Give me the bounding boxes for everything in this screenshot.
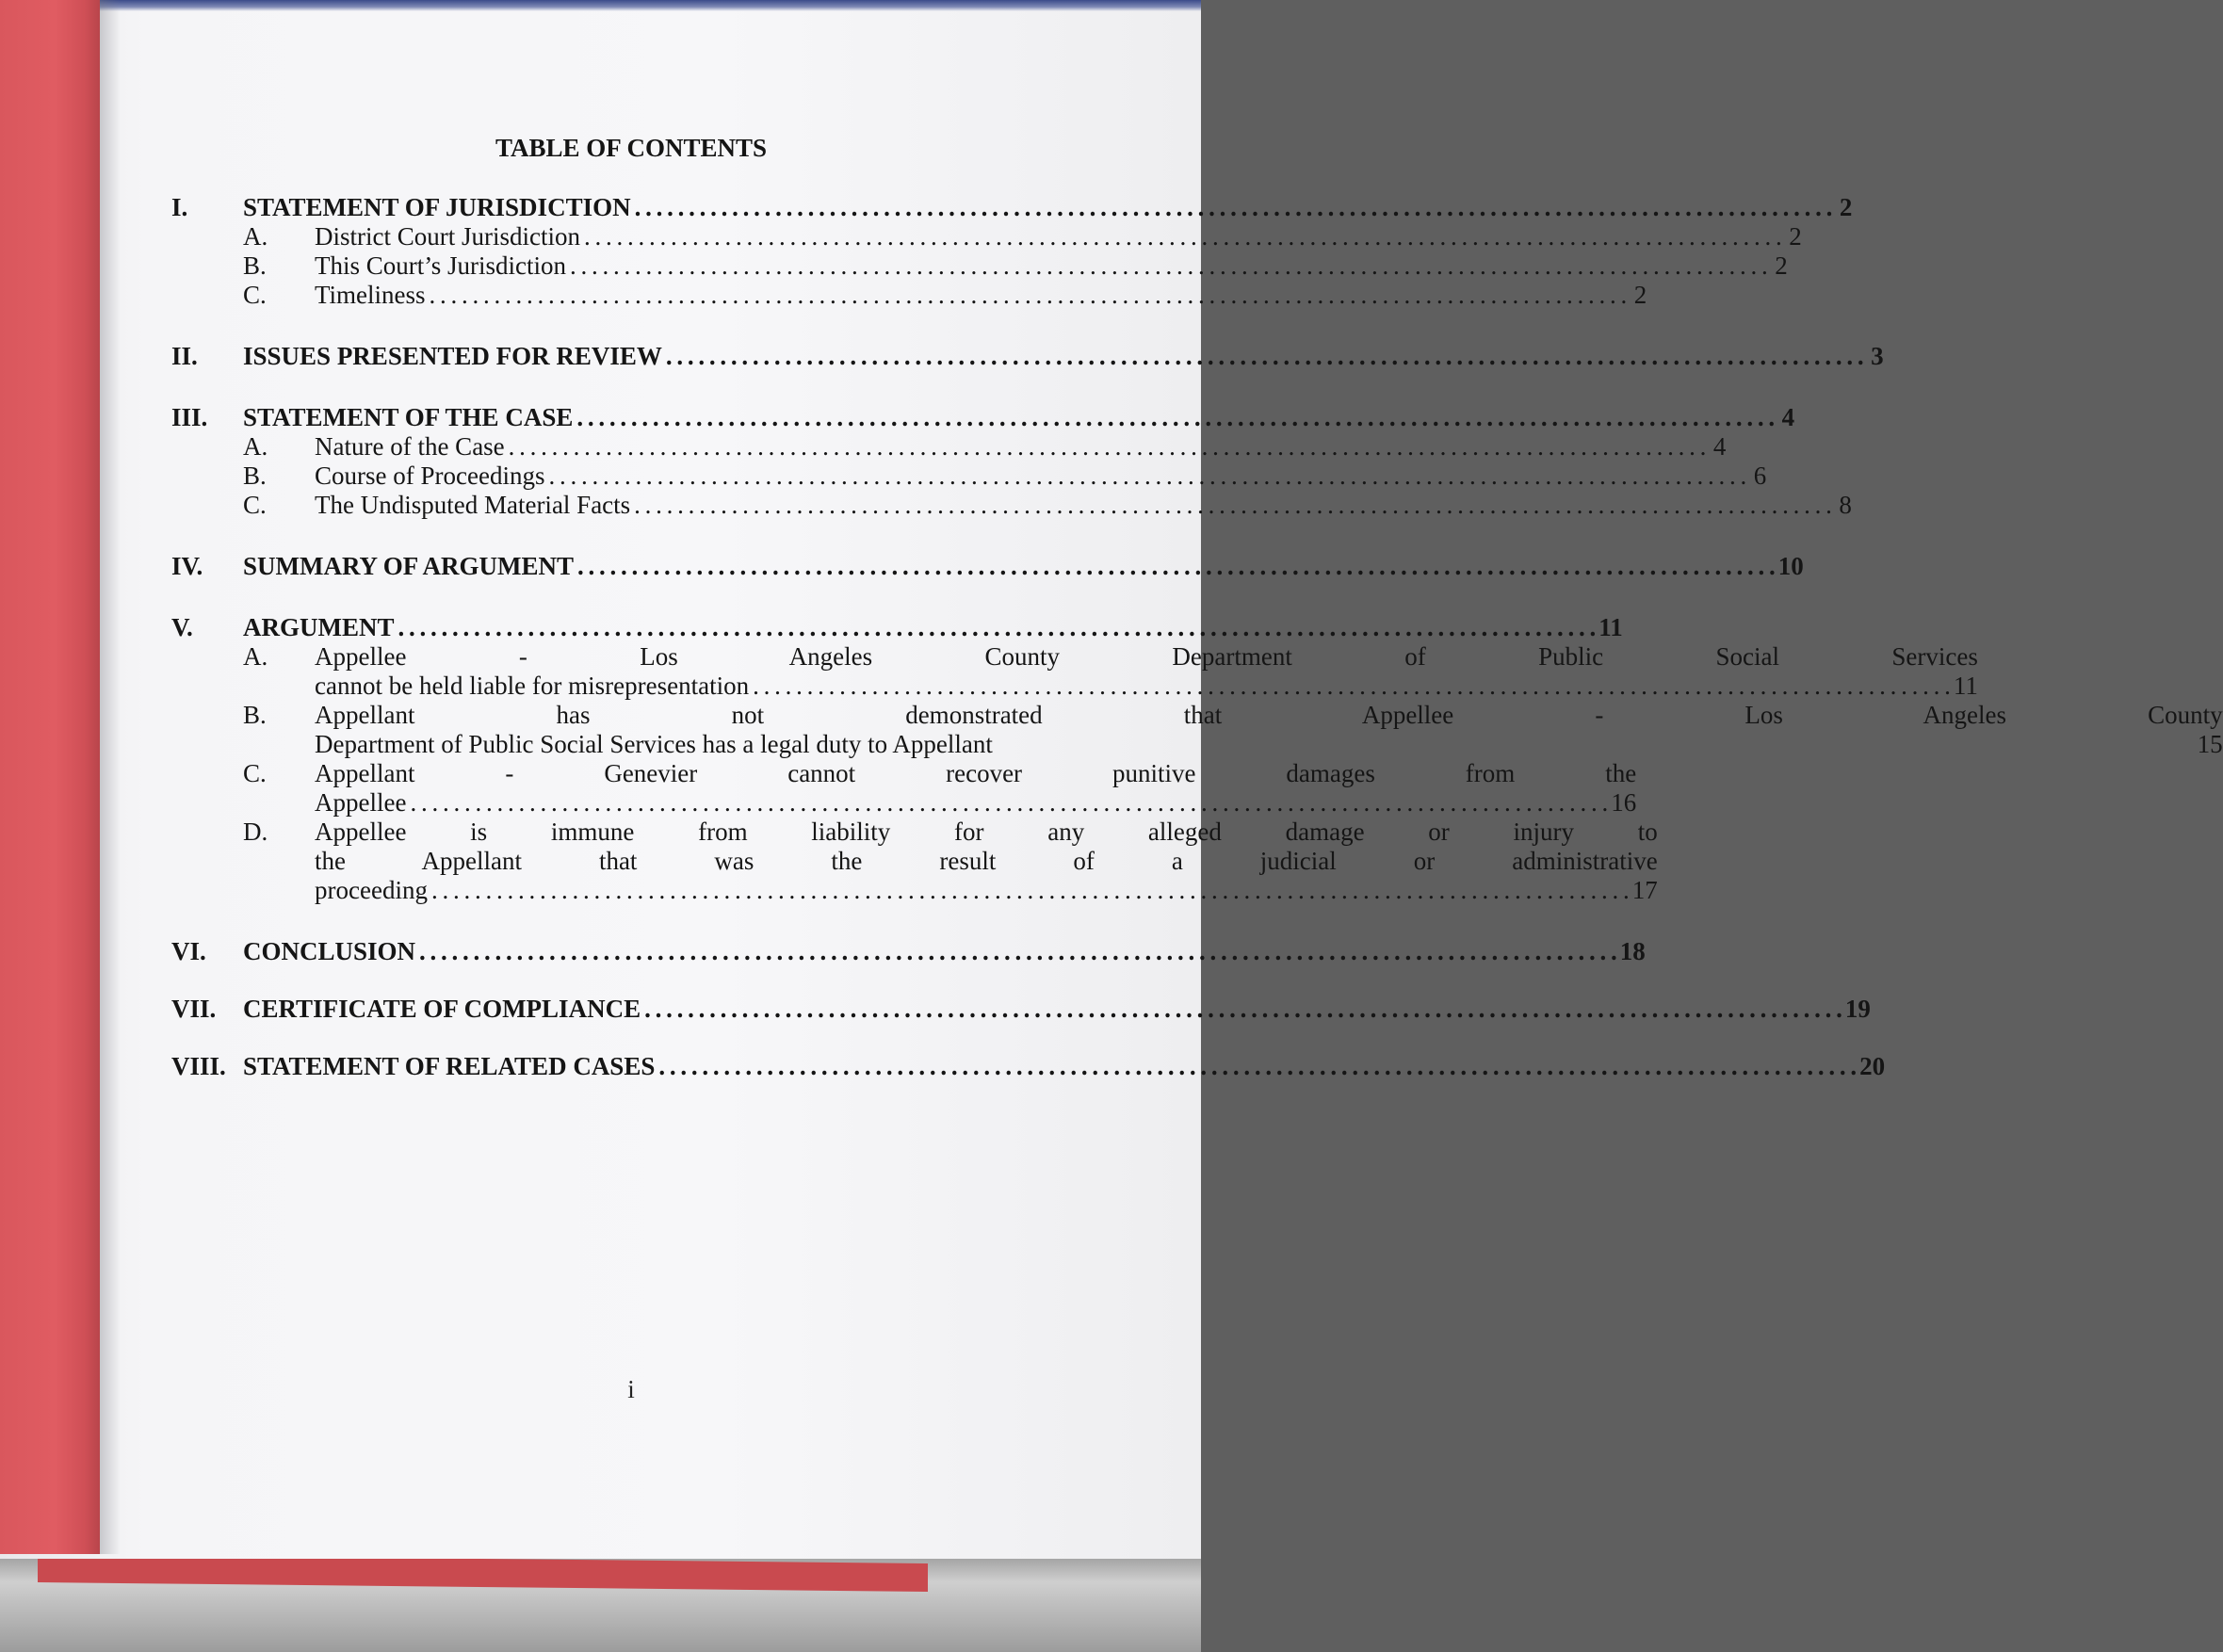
dot-leader: [419, 937, 1616, 966]
subsection-title-line: the Appellant that was the result of a judicial or administrative: [315, 847, 1658, 875]
dot-leader: [666, 342, 1863, 371]
page-number: 4: [1781, 403, 1795, 431]
subsection-letter: C.: [243, 759, 267, 787]
dot-leader: [509, 432, 1706, 462]
section-number: VIII.: [171, 1052, 226, 1080]
subsection-title: This Court’s Jurisdiction: [315, 251, 567, 280]
page-number: 11: [1598, 613, 1623, 641]
subsection-letter: D.: [243, 818, 268, 846]
toc-subentry: [171, 251, 1788, 281]
page-number: 2: [1775, 251, 1788, 280]
toc-entry-argument: [171, 613, 1623, 642]
page-number: 10: [1777, 552, 1804, 580]
subsection-title: Course of Proceedings: [315, 462, 545, 490]
toc-subentry: [171, 432, 1727, 462]
toc-subentry: [171, 642, 1978, 701]
document-title: TABLE OF CONTENTS: [495, 134, 768, 162]
section-title: STATEMENT OF THE CASE: [243, 403, 574, 431]
page-number: 2: [1633, 281, 1647, 309]
dot-leader: [410, 788, 1607, 818]
toc-entry-certificate: [171, 995, 1871, 1024]
section-title: CERTIFICATE OF COMPLIANCE: [243, 995, 641, 1023]
subsection-letter: B.: [243, 462, 267, 490]
dot-leader: [577, 552, 1775, 581]
subsection-title-line: Appellant has not demonstrated that Appellee - Los Angeles County: [315, 701, 2223, 729]
section-title: STATEMENT OF JURISDICTION: [243, 193, 631, 221]
subsection-letter: B.: [243, 701, 267, 729]
footer-page-number: i: [627, 1375, 635, 1403]
toc-subentry: [171, 491, 1852, 520]
section-title: ISSUES PRESENTED FOR REVIEW: [243, 342, 662, 370]
red-binding-strip: [0, 0, 100, 1554]
section-number: VI.: [171, 937, 206, 965]
page-number: 17: [1631, 876, 1658, 904]
subsection-letter: A.: [243, 642, 268, 671]
subsection-title-line: Appellee: [315, 788, 407, 817]
dot-leader: [658, 1052, 1856, 1081]
page-number: 20: [1859, 1052, 1886, 1080]
subsection-title: District Court Jurisdiction: [315, 222, 580, 251]
section-title: STATEMENT OF RELATED CASES: [243, 1052, 656, 1080]
toc-subentry: [171, 759, 1637, 818]
dot-leader: [430, 281, 1627, 310]
page-number: 4: [1712, 432, 1727, 461]
toc-subentry: [171, 222, 1802, 251]
page-number: 3: [1871, 342, 1884, 370]
page-number: 6: [1753, 462, 1767, 490]
dot-leader: [398, 613, 1596, 642]
page-number: 16: [1611, 788, 1637, 817]
dot-leader: [576, 403, 1774, 432]
subsection-letter: C.: [243, 281, 267, 309]
dot-leader: [570, 251, 1767, 281]
toc-subentry: [171, 462, 1767, 491]
subsection-title: Timeliness: [315, 281, 426, 309]
section-title: CONCLUSION: [243, 937, 416, 965]
page-number: 18: [1619, 937, 1646, 965]
subsection-title-line: Appellee - Los Angeles County Department of Public Social Services: [315, 642, 1978, 671]
toc-entry-jurisdiction: [171, 193, 1853, 222]
toc-subentry: [171, 701, 2223, 759]
subsection-title-line: proceeding: [315, 876, 428, 904]
subsection-letter: A.: [243, 432, 268, 461]
page-top-edge: [85, 0, 1201, 11]
section-number: IV.: [171, 552, 203, 580]
toc-entry-issues: [171, 342, 1884, 371]
subsection-letter: C.: [243, 491, 267, 519]
section-number: II.: [171, 342, 198, 370]
subsection-title: The Undisputed Material Facts: [315, 491, 631, 519]
toc-subentry: [171, 281, 1647, 310]
subsection-title-line: Appellee is immune from liability for any alleged damage or injury to: [315, 818, 1658, 846]
dot-leader: [634, 491, 1831, 520]
page-number: 19: [1844, 995, 1871, 1023]
toc-entry-case: [171, 403, 1795, 432]
toc-subentry: [171, 818, 1658, 905]
subsection-letter: B.: [243, 251, 267, 280]
page-number: 2: [1789, 222, 1802, 251]
binding-shadow: [100, 0, 121, 1554]
dot-leader: [584, 222, 1781, 251]
section-number: V.: [171, 613, 193, 641]
dot-leader: [753, 672, 1950, 701]
dot-leader: [431, 876, 1629, 905]
toc-entry-summary: [171, 552, 1804, 581]
subsection-title-line: Appellant - Genevier cannot recover punitive damages from the: [315, 759, 1637, 787]
section-number: III.: [171, 403, 208, 431]
page-number: 8: [1839, 491, 1852, 519]
subsection-title-line: cannot be held liable for misrepresentation: [315, 672, 750, 700]
toc-entry-conclusion: [171, 937, 1646, 966]
page-number: 15: [2197, 730, 2223, 758]
page-number: 11: [1953, 672, 1978, 700]
section-title: SUMMARY OF ARGUMENT: [243, 552, 575, 580]
dot-leader: [635, 193, 1832, 222]
section-number: VII.: [171, 995, 217, 1023]
section-title: ARGUMENT: [243, 613, 395, 641]
table-of-contents: [171, 193, 2223, 1081]
subsection-title: Nature of the Case: [315, 432, 505, 461]
subsection-title-line: Department of Public Social Services has a legal duty to Appellant: [315, 730, 993, 758]
dot-leader: [548, 462, 1745, 491]
dot-leader: [644, 995, 1842, 1024]
section-number: I.: [171, 193, 188, 221]
toc-entry-related-cases: [171, 1052, 1886, 1081]
subsection-letter: A.: [243, 222, 268, 251]
page-number: 2: [1839, 193, 1853, 221]
